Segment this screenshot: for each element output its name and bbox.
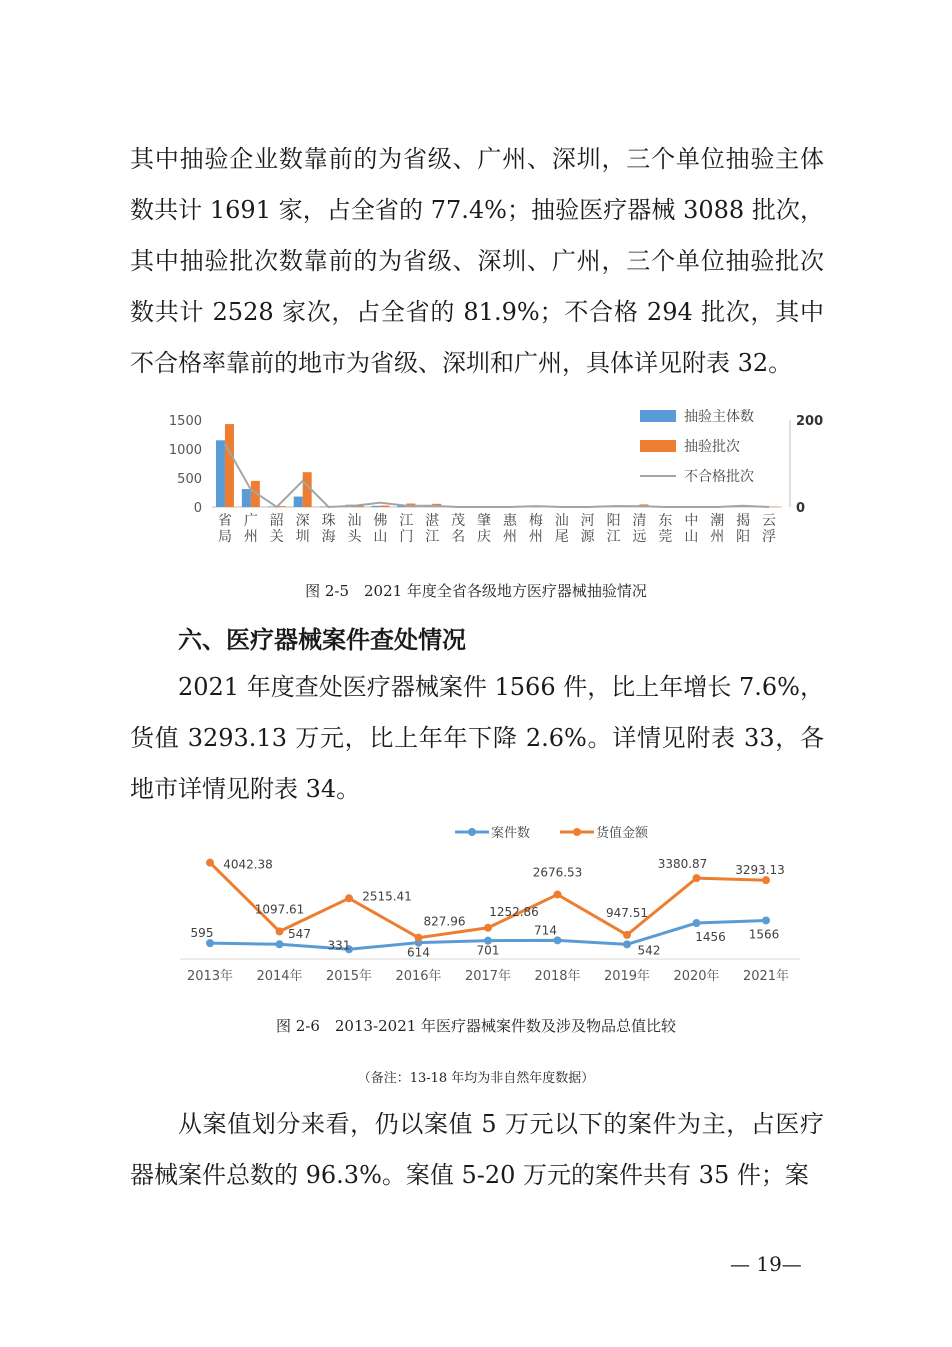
- body-paragraph-2: 2021 年度查处医疗器械案件 1566 件，比上年增长 7.6%，货值 3293.13 万元，比上年年下降 2.6%。详情见附表 33，各地市详情见附表 34。: [130, 673, 824, 803]
- data-label-goods-value: 4042.38: [223, 857, 273, 872]
- data-label-goods-value: 827.96: [423, 914, 466, 929]
- x-category-label: 2013年: [186, 969, 234, 984]
- x-category-label: 2020年: [673, 969, 720, 984]
- x-category-label: 2018年: [534, 969, 581, 984]
- x-category-label: 茂名: [451, 513, 466, 545]
- point-case-count: [554, 936, 562, 944]
- x-category-label: 梅州: [528, 513, 543, 545]
- x-category-label: 汕尾: [554, 513, 569, 545]
- point-goods-value: [484, 924, 492, 932]
- body-paragraph-3: 从案值划分来看，仍以案值 5 万元以下的案件为主，占医疗器械案件总数的 96.3%。案值 5-20 万元的案件共有 35 件；案: [130, 1110, 824, 1189]
- point-case-count: [276, 940, 284, 948]
- data-label-case-count: 614: [407, 945, 430, 960]
- case-line-chart: [0, 815, 952, 990]
- point-goods-value: [206, 859, 214, 867]
- point-case-count: [206, 939, 214, 947]
- x-category-label: 2017年: [464, 969, 512, 984]
- bar-entities: [294, 497, 303, 507]
- point-case-count: [623, 940, 631, 948]
- figure-caption-2-6: 图 2-6 2013-2021 年医疗器械案件数及涉及物品总值比较: [275, 1017, 677, 1035]
- data-label-case-count: 1456: [695, 930, 726, 945]
- x-category-label: 汕头: [347, 513, 362, 545]
- x-category-label: 韶关: [269, 513, 284, 545]
- legend-marker: [573, 828, 581, 836]
- point-goods-value: [762, 876, 770, 884]
- x-category-label: 2021年: [742, 969, 790, 984]
- legend-marker: [468, 828, 476, 836]
- legend-swatch: [640, 410, 676, 422]
- point-goods-value: [276, 927, 284, 935]
- data-label-case-count: 1566: [748, 927, 780, 942]
- point-goods-value: [693, 874, 701, 882]
- y-tick-label-right: 200: [796, 414, 824, 429]
- data-label-case-count: 331: [327, 938, 351, 953]
- x-category-label: 云浮: [762, 513, 777, 545]
- point-goods-value: [623, 931, 631, 939]
- x-category-label: 中山: [684, 513, 699, 545]
- x-category-label: 省局: [217, 513, 232, 545]
- x-category-label: 深圳: [295, 513, 310, 545]
- point-goods-value: [345, 894, 353, 902]
- data-label-case-count: 542: [637, 943, 661, 958]
- bar-batches: [380, 506, 389, 507]
- data-label-case-count: 714: [534, 923, 557, 938]
- bar-batches: [225, 424, 234, 507]
- x-category-label: 肇庆: [477, 513, 492, 545]
- figure-note: （备注：13-18 年均为非自然年度数据）: [357, 1071, 595, 1086]
- x-category-label: 2016年: [395, 969, 442, 984]
- legend-label: 抽验主体数: [684, 409, 754, 425]
- x-category-label: 清远: [632, 513, 647, 545]
- x-category-label: 江门: [399, 513, 414, 545]
- legend-label: 案件数: [491, 826, 531, 841]
- x-category-label: 佛山: [373, 513, 388, 545]
- x-category-label: 2014年: [256, 969, 303, 984]
- x-category-label: 湛江: [425, 513, 440, 545]
- x-category-label: 2015年: [325, 969, 373, 984]
- data-label-case-count: 701: [476, 943, 500, 958]
- x-category-label: 珠海: [321, 513, 336, 545]
- x-category-label: 惠州: [502, 513, 517, 545]
- x-category-label: 阳江: [606, 513, 621, 545]
- x-category-label: 2019年: [603, 969, 651, 984]
- x-category-label: 东莞: [658, 513, 673, 545]
- body-paragraph-1: 其中抽验企业数靠前的为省级、广州、深圳，三个单位抽验主体数共计 1691 家，占全省的 77.4%；抽验医疗器械 3088 批次，其中抽验批次数靠前的为省级、深圳、广州，三个单位抽验批次数共计 2528 家次，占全省的 81.9%；不合格 294 批次，其中不合格率靠前的地市为省级、深圳和广州，具体详见附表 32。: [130, 145, 824, 377]
- data-label-goods-value: 1252.86: [489, 904, 539, 919]
- y-tick-label-right: 0: [796, 501, 806, 516]
- data-label-goods-value: 1097.61: [254, 902, 305, 917]
- figure-caption-2-5: 图 2-5 2021 年度全省各级地方医疗器械抽验情况: [305, 582, 647, 600]
- data-label-goods-value: 3380.87: [657, 857, 708, 872]
- data-label-goods-value: 947.51: [606, 905, 648, 920]
- data-label-goods-value: 3293.13: [735, 863, 785, 878]
- data-label-case-count: 595: [190, 926, 214, 941]
- y-tick-label-left: 0: [193, 501, 202, 516]
- section-heading: 六、医疗器械案件查处情况: [178, 626, 466, 654]
- bar-entities: [242, 489, 251, 507]
- legend-label: 不合格批次: [684, 469, 754, 485]
- data-label-goods-value: 2676.53: [532, 865, 583, 880]
- bar-entities: [371, 506, 380, 507]
- y-tick-label-left: 500: [177, 472, 202, 487]
- y-tick-label-left: 1500: [168, 414, 202, 429]
- legend-label: 货值金额: [596, 826, 649, 841]
- data-label-goods-value: 2515.41: [362, 889, 412, 904]
- inspection-bar-chart: [0, 400, 952, 570]
- x-category-label: 广州: [243, 513, 258, 545]
- page-number: — 19—: [730, 1252, 802, 1276]
- point-case-count: [762, 916, 770, 924]
- point-case-count: [693, 919, 701, 927]
- x-category-label: 潮州: [710, 513, 725, 545]
- legend-swatch: [640, 440, 676, 452]
- bar-entities: [216, 440, 225, 507]
- point-goods-value: [554, 891, 562, 899]
- x-category-label: 河源: [580, 513, 595, 545]
- legend-label: 抽验批次: [684, 439, 740, 455]
- data-label-case-count: 547: [288, 927, 311, 942]
- y-tick-label-left: 1000: [168, 443, 202, 458]
- point-goods-value: [415, 934, 423, 942]
- x-category-label: 揭阳: [736, 513, 751, 545]
